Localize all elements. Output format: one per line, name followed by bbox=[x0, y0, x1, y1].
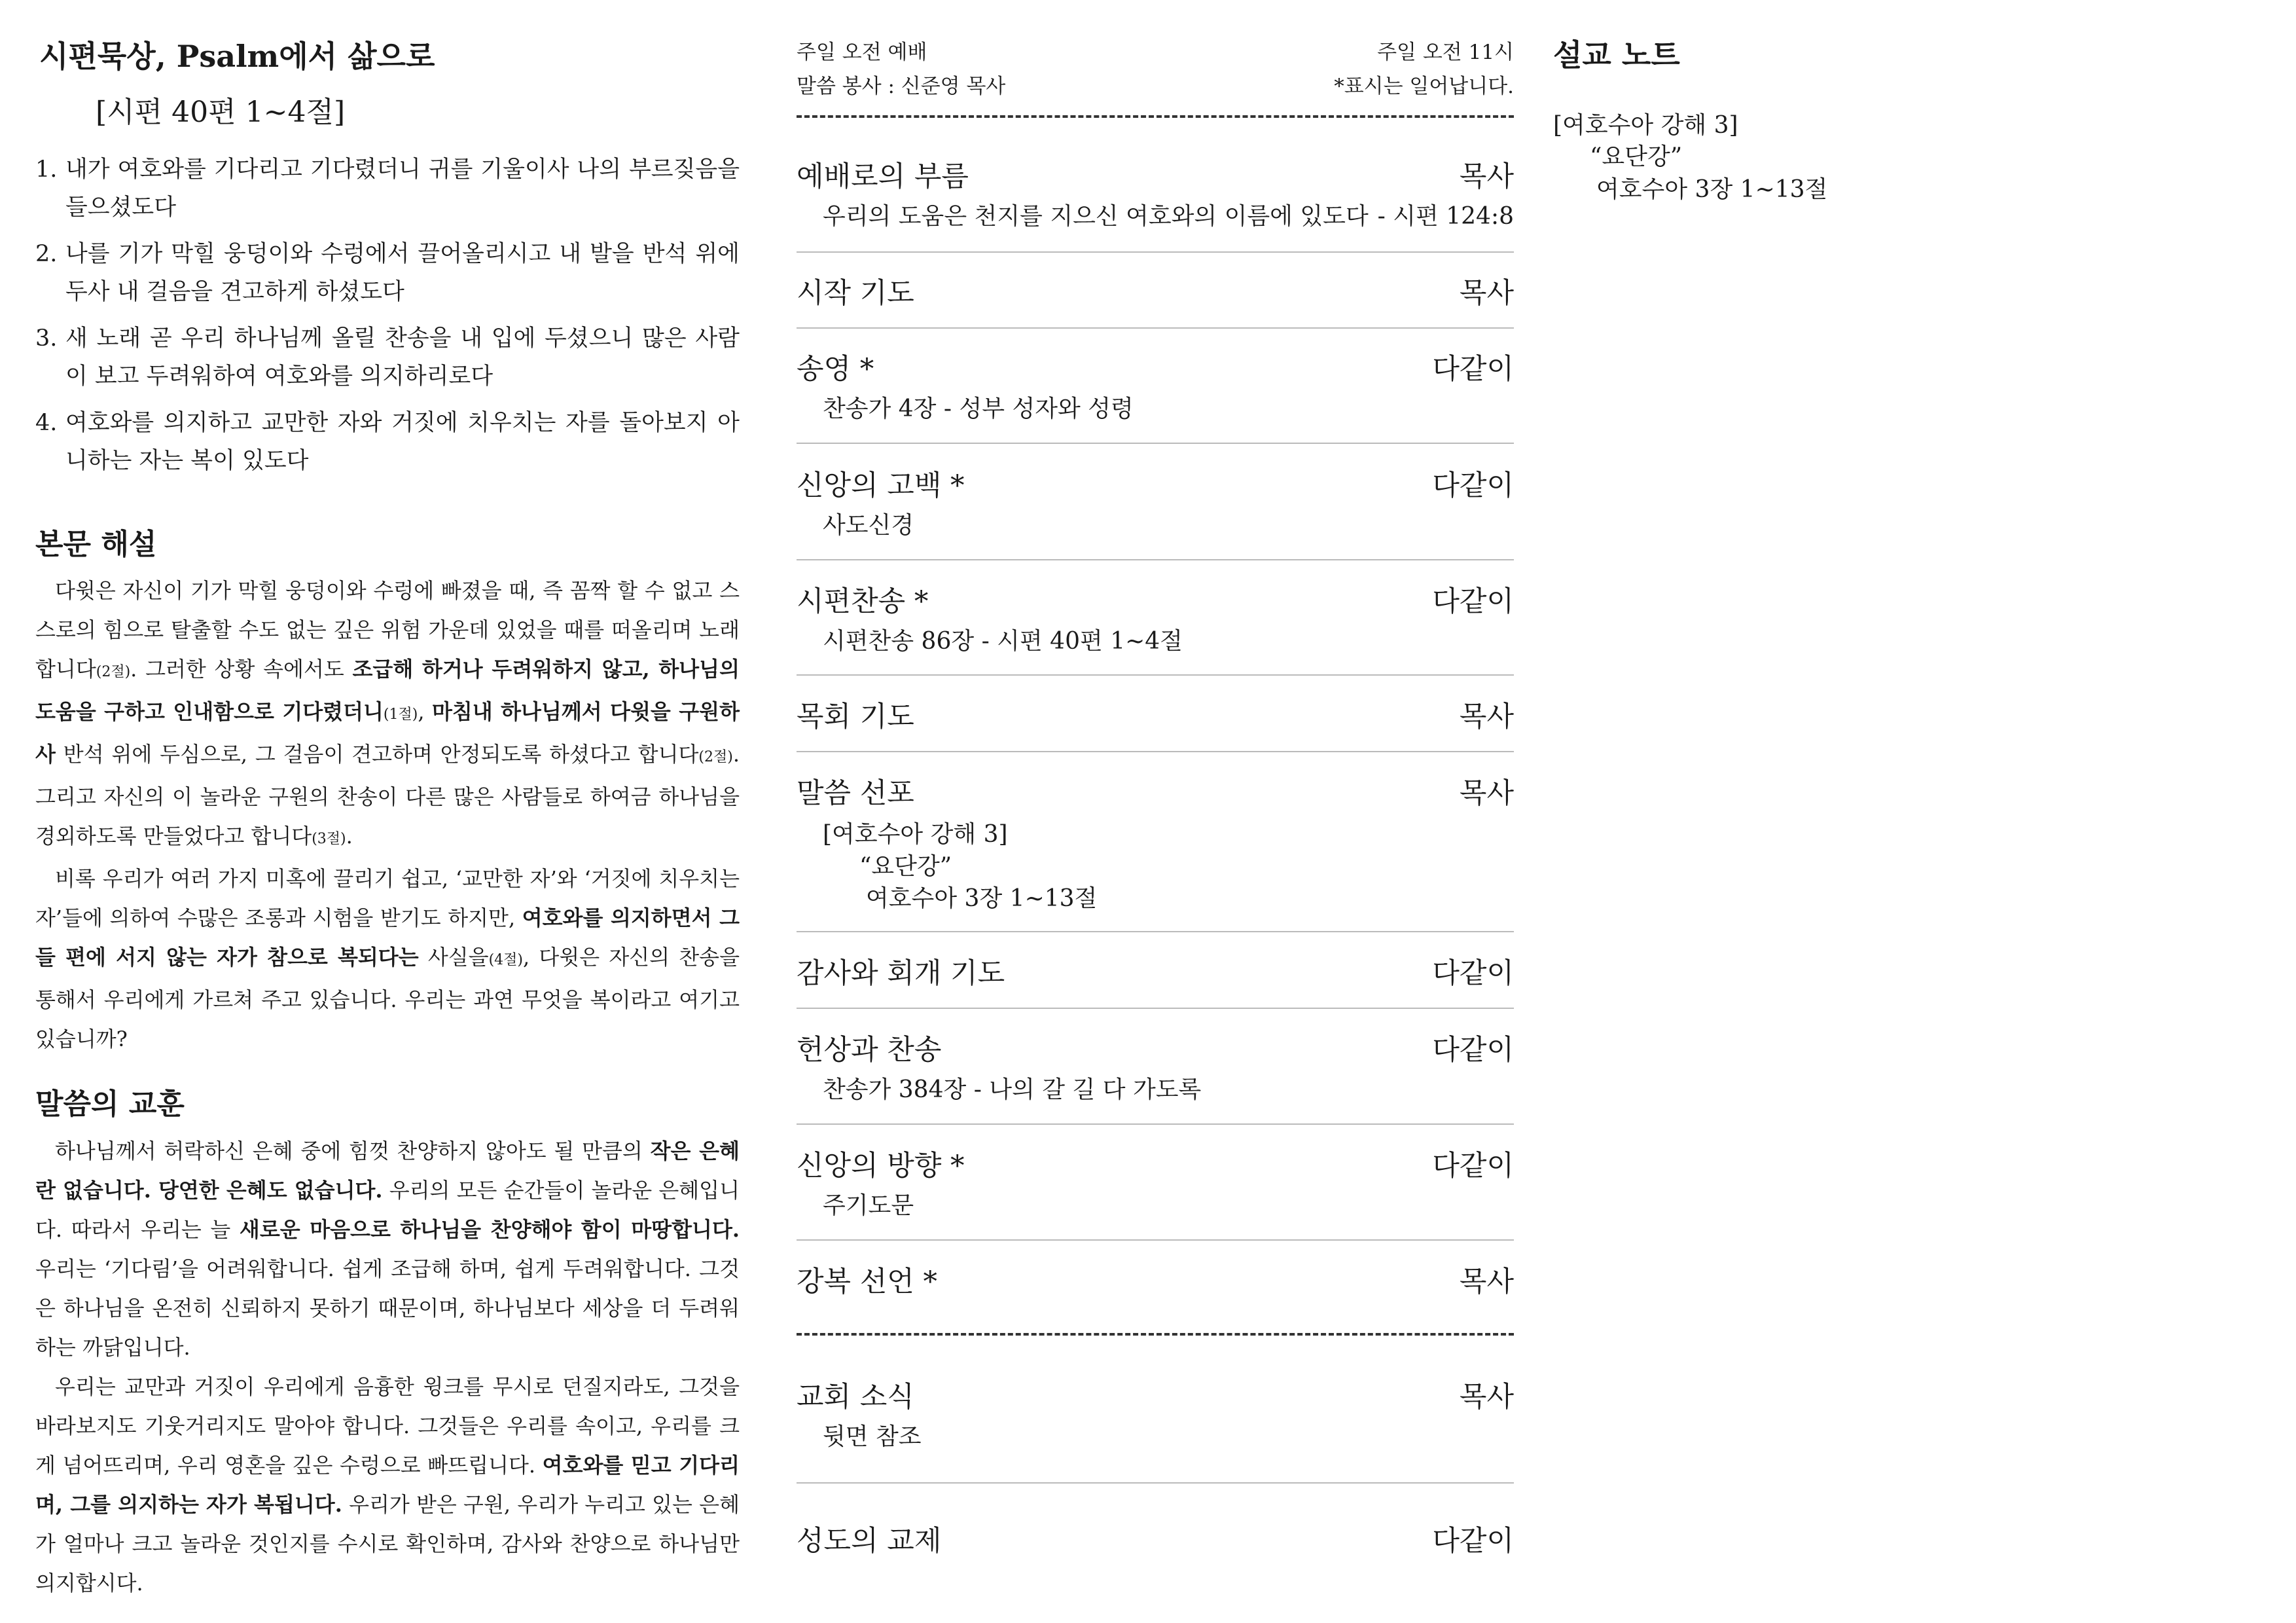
order-item-leader: 다같이 bbox=[1432, 585, 1514, 618]
verse-item bbox=[35, 404, 740, 480]
order-item-name: 교회 소식 bbox=[797, 1381, 914, 1413]
verse-number: 1. bbox=[35, 156, 58, 183]
scripture-reference: [시편 40편 1~4절] bbox=[96, 96, 346, 129]
order-item-name: 시작 기도 bbox=[797, 277, 914, 310]
verse-number: 2. bbox=[35, 241, 58, 267]
exposition-paragraph-1: 다윗은 자신이 기가 막힐 웅덩이와 수렁에 빠졌을 때, 즉 꼼짝 할 수 없고 스스로의 힘으로 탈출할 수도 없는 깊은 위험 가운데 있었을 때를 떠올리며 노래합니다(2절). 그러한 상황 속에서도 조급해 하거나 두려워하지 않고, 하나님의 도움을 구하고 인내함으로 기다렸더니(1절), 마침내 하나님께서 다윗을 구원하사 반석 위에 두심으로, 그 걸음이 견고하며 안정되도록 하셨다고 합니다(2절). 그리고 자신의 이 놀라운 구원의 찬송이 다른 많은 사람들로 하여금 하나님을 경외하도록 만들었다고 합니다(3절). bbox=[35, 578, 740, 848]
order-item-name: 신앙의 방향 * bbox=[797, 1150, 965, 1182]
order-item-name: 성도의 교제 bbox=[797, 1525, 942, 1558]
verse-text: 나를 기가 막힐 웅덩이와 수렁에서 끌어올리시고 내 발을 반석 위에 두사 내 걸음을 견고하게 하셨도다 bbox=[65, 241, 740, 305]
sermon-notes-heading: 설교 노트 bbox=[1553, 37, 1680, 73]
service-name: 주일 오전 예배 bbox=[797, 41, 927, 64]
lesson-heading: 말씀의 교훈 bbox=[35, 1087, 185, 1121]
lesson-paragraph-2: 우리는 교만과 거짓이 우리에게 음흉한 윙크를 무시로 던질지라도, 그것을 바라보지도 기웃거리지도 말아야 합니다. 그것들은 우리를 속이고, 우리를 크게 넘어뜨리며, 우리 영혼을 깊은 수렁으로 빠뜨립니다. 여호와를 믿고 기다리며, 그를 의지하는 자가 복됩니다. 우리가 받은 구원, 우리가 누리고 있는 은혜가 얼마나 크고 놀라운 것인지를 수시로 확인하며, 감사와 찬양으로 하나님만 의지합시다. bbox=[35, 1374, 740, 1596]
order-item-name: 강복 선언 * bbox=[797, 1266, 937, 1298]
order-item-leader: 다같이 bbox=[1432, 1034, 1514, 1067]
order-item-leader: 다같이 bbox=[1432, 1525, 1514, 1558]
order-item-detail: 주기도문 bbox=[823, 1192, 914, 1219]
service-time: 주일 오전 11시 bbox=[1377, 41, 1514, 64]
sermon-series: [여호수아 강해 3] bbox=[823, 821, 1008, 848]
order-item-leader: 목사 bbox=[1459, 1381, 1514, 1413]
order-item-leader: 다같이 bbox=[1432, 1150, 1514, 1182]
exposition-body bbox=[35, 571, 740, 1059]
divider bbox=[797, 931, 1514, 932]
verse-item bbox=[35, 319, 740, 395]
lesson-paragraph-1: 하나님께서 허락하신 은혜 중에 힘껏 찬양하지 않아도 될 만큼의 작은 은혜란 없습니다. 당연한 은혜도 없습니다. 우리의 모든 순간들이 놀라운 은혜입니다. 따라서 우리는 늘 새로운 마음으로 하나님을 찬양해야 함이 마땅합니다. 우리는 ‘기다림’을 어려워합니다. 쉽게 조급해 하며, 쉽게 두려워합니다. 그것은 하나님을 온전히 신뢰하지 못하기 때문이며, 하나님보다 세상을 더 두려워하는 까닭입니다. bbox=[35, 1139, 740, 1360]
divider bbox=[797, 751, 1514, 752]
divider bbox=[797, 1239, 1514, 1241]
verse-number: 3. bbox=[35, 325, 58, 352]
divider bbox=[797, 1482, 1514, 1484]
exposition-paragraph-2: 비록 우리가 여러 가지 미혹에 끌리기 쉽고, ‘교만한 자’와 ‘거짓에 치우치는 자’들에 의하여 수많은 조롱과 시험을 받기도 하지만, 여호와를 의지하면서 그들 편에 서지 않는 자가 참으로 복되다는 사실을(4절), 다윗은 자신의 찬송을 통해서 우리에게 가르쳐 주고 있습니다. 우리는 과연 무엇을 복이라고 여기고 있습니까? bbox=[35, 866, 740, 1051]
dashed-divider bbox=[797, 1333, 1514, 1336]
dashed-divider bbox=[797, 115, 1514, 118]
order-item-leader: 다같이 bbox=[1432, 469, 1514, 502]
order-item-detail: 찬송가 384장 - 나의 갈 길 다 가도록 bbox=[823, 1076, 1202, 1103]
verse-text: 새 노래 곧 우리 하나님께 올릴 찬송을 내 입에 두셨으니 많은 사람이 보고 두려워하여 여호와를 의지하리로다 bbox=[65, 325, 740, 390]
order-item-name: 시편찬송 * bbox=[797, 585, 929, 618]
order-item-reference: - 시편 124:8 bbox=[1377, 203, 1514, 230]
order-item-detail: 뒷면 참조 bbox=[823, 1423, 922, 1450]
order-item-leader: 목사 bbox=[1459, 777, 1514, 810]
order-item-name: 감사와 회개 기도 bbox=[797, 957, 1005, 990]
verse-list bbox=[35, 151, 740, 488]
devotional-title: 시편묵상, Psalm에서 삶으로 bbox=[39, 39, 435, 74]
verse-item bbox=[35, 151, 740, 227]
sermon-title: “요단강” bbox=[859, 853, 952, 880]
divider bbox=[797, 1123, 1514, 1125]
order-item-leader: 목사 bbox=[1459, 1266, 1514, 1298]
divider bbox=[797, 251, 1514, 253]
verse-text: 내가 여호와를 기다리고 기다렸더니 귀를 기울이사 나의 부르짖음을 들으셨도다 bbox=[65, 156, 740, 221]
divider bbox=[797, 327, 1514, 329]
notes-passage: 여호수아 3장 1~13절 bbox=[1596, 176, 1828, 203]
order-item-leader: 목사 bbox=[1459, 701, 1514, 733]
order-item-detail: 시편찬송 86장 - 시편 40편 1~4절 bbox=[823, 628, 1183, 655]
divider bbox=[797, 559, 1514, 560]
order-item-detail: 찬송가 4장 - 성부 성자와 성령 bbox=[823, 395, 1134, 422]
exposition-heading: 본문 해설 bbox=[35, 528, 157, 561]
order-item-leader: 다같이 bbox=[1432, 957, 1514, 990]
divider bbox=[797, 674, 1514, 676]
notes-title: “요단강” bbox=[1590, 143, 1683, 170]
verse-item bbox=[35, 235, 740, 311]
sermon-passage: 여호수아 3장 1~13절 bbox=[866, 885, 1098, 912]
verse-number: 4. bbox=[35, 410, 58, 436]
order-item-name: 목회 기도 bbox=[797, 701, 914, 733]
order-item-detail: 사도신경 bbox=[823, 512, 914, 539]
order-item-leader: 목사 bbox=[1459, 160, 1514, 193]
order-item-leader: 다같이 bbox=[1432, 353, 1514, 386]
order-item-name: 말씀 선포 bbox=[797, 777, 914, 810]
order-item-name: 예배로의 부름 bbox=[797, 160, 969, 193]
divider bbox=[797, 443, 1514, 444]
order-item-name: 헌상과 찬송 bbox=[797, 1034, 942, 1067]
order-item-detail: 우리의 도움은 천지를 지으신 여호와의 이름에 있도다 bbox=[823, 203, 1369, 230]
notes-series: [여호수아 강해 3] bbox=[1553, 112, 1738, 139]
order-item-leader: 목사 bbox=[1459, 277, 1514, 310]
preacher: 말씀 봉사 : 신준영 목사 bbox=[797, 75, 1006, 98]
verse-text: 여호와를 의지하고 교만한 자와 거짓에 치우치는 자를 돌아보지 아니하는 자는 복이 있도다 bbox=[65, 410, 740, 474]
order-item-name: 신앙의 고백 * bbox=[797, 469, 965, 502]
standing-note: *표시는 일어납니다. bbox=[1334, 75, 1514, 98]
divider bbox=[797, 1008, 1514, 1009]
lesson-body bbox=[35, 1131, 740, 1603]
order-item-name: 송영 * bbox=[797, 353, 874, 386]
